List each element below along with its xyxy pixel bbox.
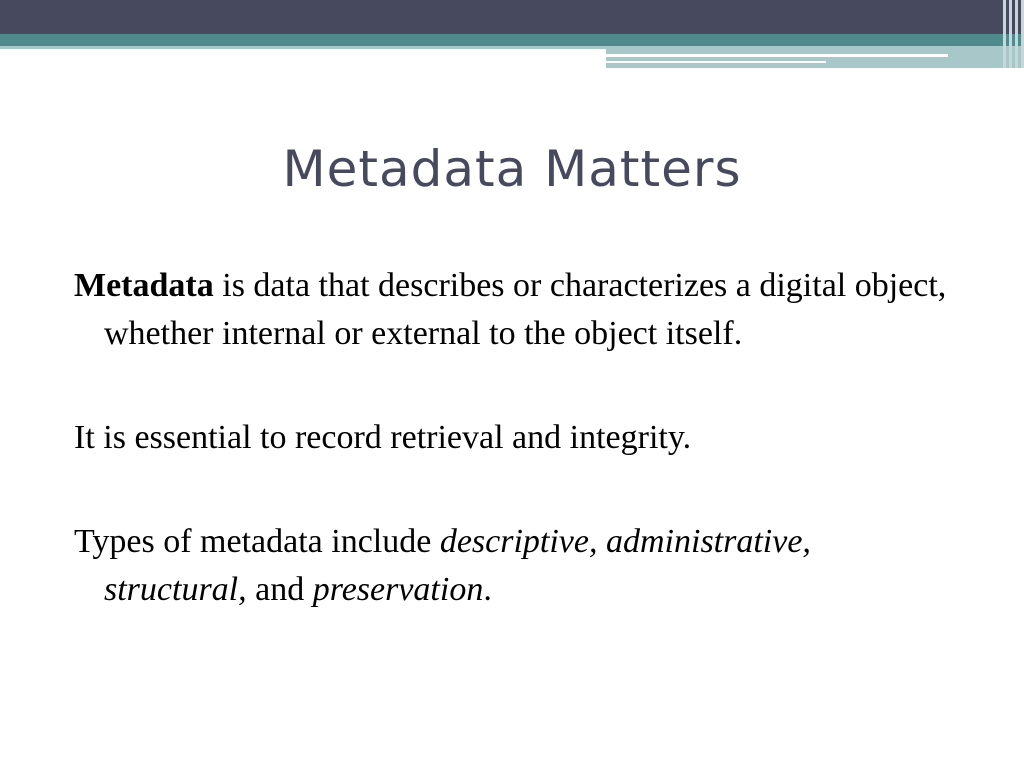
types-end: . — [483, 571, 492, 608]
header-band-dark — [0, 0, 1024, 34]
header-band-right-line-2 — [606, 61, 826, 63]
type-preservation: preservation — [312, 571, 484, 608]
header-band-teal-light — [0, 46, 606, 49]
defined-term: Metadata — [74, 267, 214, 304]
slide-body — [74, 262, 954, 614]
header-band-teal — [0, 34, 1024, 46]
type-descriptive: descriptive, — [439, 523, 598, 560]
definition-paragraph — [74, 262, 954, 358]
header-band-right-line — [606, 54, 948, 57]
type-administrative: administrative, — [606, 523, 811, 560]
header-stripe — [1015, 0, 1018, 68]
definition-text: is data that describes or characterizes a digital object, whether internal or external to the object itself. — [104, 267, 947, 352]
header-band-right-block — [606, 46, 1024, 68]
header-stripe — [1009, 0, 1012, 68]
importance-text: It is essential to record retrieval and integrity. — [74, 419, 692, 456]
importance-paragraph — [74, 414, 954, 462]
types-joiner: and — [246, 571, 313, 608]
slide-title: Metadata Matters — [282, 140, 742, 198]
header-stripes — [994, 0, 1024, 68]
types-lead: Types of metadata include — [74, 523, 440, 560]
type-structural: structural, — [104, 571, 247, 608]
types-paragraph — [74, 518, 954, 614]
header-stripe — [1003, 0, 1006, 68]
